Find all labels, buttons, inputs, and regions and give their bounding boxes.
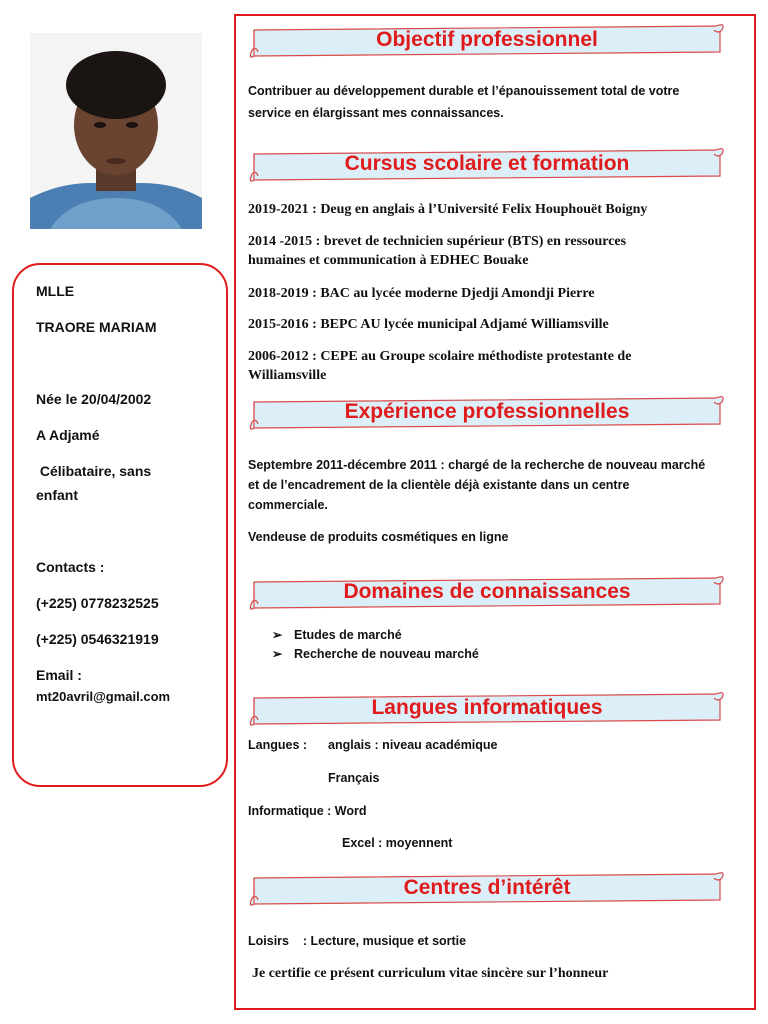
certification-line: Je certifie ce présent curriculum vitae sincère sur l’honneur xyxy=(252,966,609,981)
experience-line4: Vendeuse de produits cosmétiques en ligne xyxy=(248,530,509,544)
experience-line3: commerciale. xyxy=(248,498,328,512)
cursus-item: 2014 -2015 : brevet de technicien supérieur (BTS) en ressources xyxy=(248,234,627,249)
section-title-centres: Centres d’intérêt xyxy=(403,876,571,899)
civility: MLLE xyxy=(36,283,75,299)
email-label: Email : xyxy=(36,667,82,683)
langues-value-1: anglais : niveau académique xyxy=(328,738,498,752)
experience-line2: et de l’encadrement de la clientèle déjà existante dans un centre xyxy=(248,478,630,492)
objectif-line1: Contribuer au développement durable et l’épanouissement total de votre xyxy=(248,84,680,98)
marital-status-line2: enfant xyxy=(36,487,78,503)
section-title-langues: Langues informatiques xyxy=(371,696,603,719)
objectif-line2: service en élargissant mes connaissances. xyxy=(248,106,504,120)
informatique-label: Informatique : Word xyxy=(248,804,367,818)
loisirs-line: Loisirs : Lecture, musique et sortie xyxy=(248,934,467,948)
domaine-item-label: Etudes de marché xyxy=(294,628,402,642)
section-title-domaines: Domaines de connaissances xyxy=(343,580,631,603)
phone-1: (+225) 0778232525 xyxy=(36,595,159,611)
section-banner-objectif xyxy=(248,20,726,56)
birth-place: A Adjamé xyxy=(36,427,100,443)
list-item xyxy=(272,646,479,661)
contacts-label: Contacts : xyxy=(36,559,105,575)
section-banner-experience xyxy=(248,392,726,428)
section-banner-domaines xyxy=(248,572,726,608)
cursus-item-cont: Williamsville xyxy=(248,368,327,383)
cursus-item-cont: humaines et communication à EDHEC Bouake xyxy=(248,253,529,268)
section-title-cursus: Cursus scolaire et formation xyxy=(344,152,630,175)
section-banner-cursus xyxy=(248,144,726,180)
arrow-bullet-icon: ➢ xyxy=(272,647,283,661)
experience-line1: Septembre 2011-décembre 2011 : chargé de la recherche de nouveau marché xyxy=(248,458,706,472)
portrait-icon xyxy=(30,33,202,229)
section-banner-centres xyxy=(248,868,726,904)
list-item xyxy=(272,627,402,642)
cv-main-panel xyxy=(234,14,756,1010)
cursus-item: 2018-2019 : BAC au lycée moderne Djedji Amondji Pierre xyxy=(248,286,595,301)
cursus-item: 2015-2016 : BEPC AU lycée municipal Adjamé Williamsville xyxy=(248,317,609,332)
langues-value-2: Français xyxy=(328,771,380,785)
email-value: mt20avril@gmail.com xyxy=(36,689,171,704)
cursus-item: 2006-2012 : CEPE au Groupe scolaire méthodiste protestante de xyxy=(248,349,632,364)
portrait-photo xyxy=(30,33,202,229)
informatique-value-2: Excel : moyennent xyxy=(342,836,453,850)
cursus-item: 2019-2021 : Deug en anglais à l’Université Felix Houphouët Boigny xyxy=(248,202,648,217)
birth-date: Née le 20/04/2002 xyxy=(36,391,152,407)
section-title-objectif: Objectif professionnel xyxy=(376,28,598,51)
arrow-bullet-icon: ➢ xyxy=(272,628,283,642)
section-banner-langues xyxy=(248,688,726,724)
full-name: TRAORE MARIAM xyxy=(36,319,157,335)
domaine-item-label: Recherche de nouveau marché xyxy=(294,647,479,661)
marital-status-line1: Célibataire, sans xyxy=(36,463,152,479)
phone-2: (+225) 0546321919 xyxy=(36,631,159,647)
personal-info-panel xyxy=(12,263,228,787)
langues-label: Langues : xyxy=(248,738,308,752)
section-title-experience: Expérience professionnelles xyxy=(344,400,630,423)
